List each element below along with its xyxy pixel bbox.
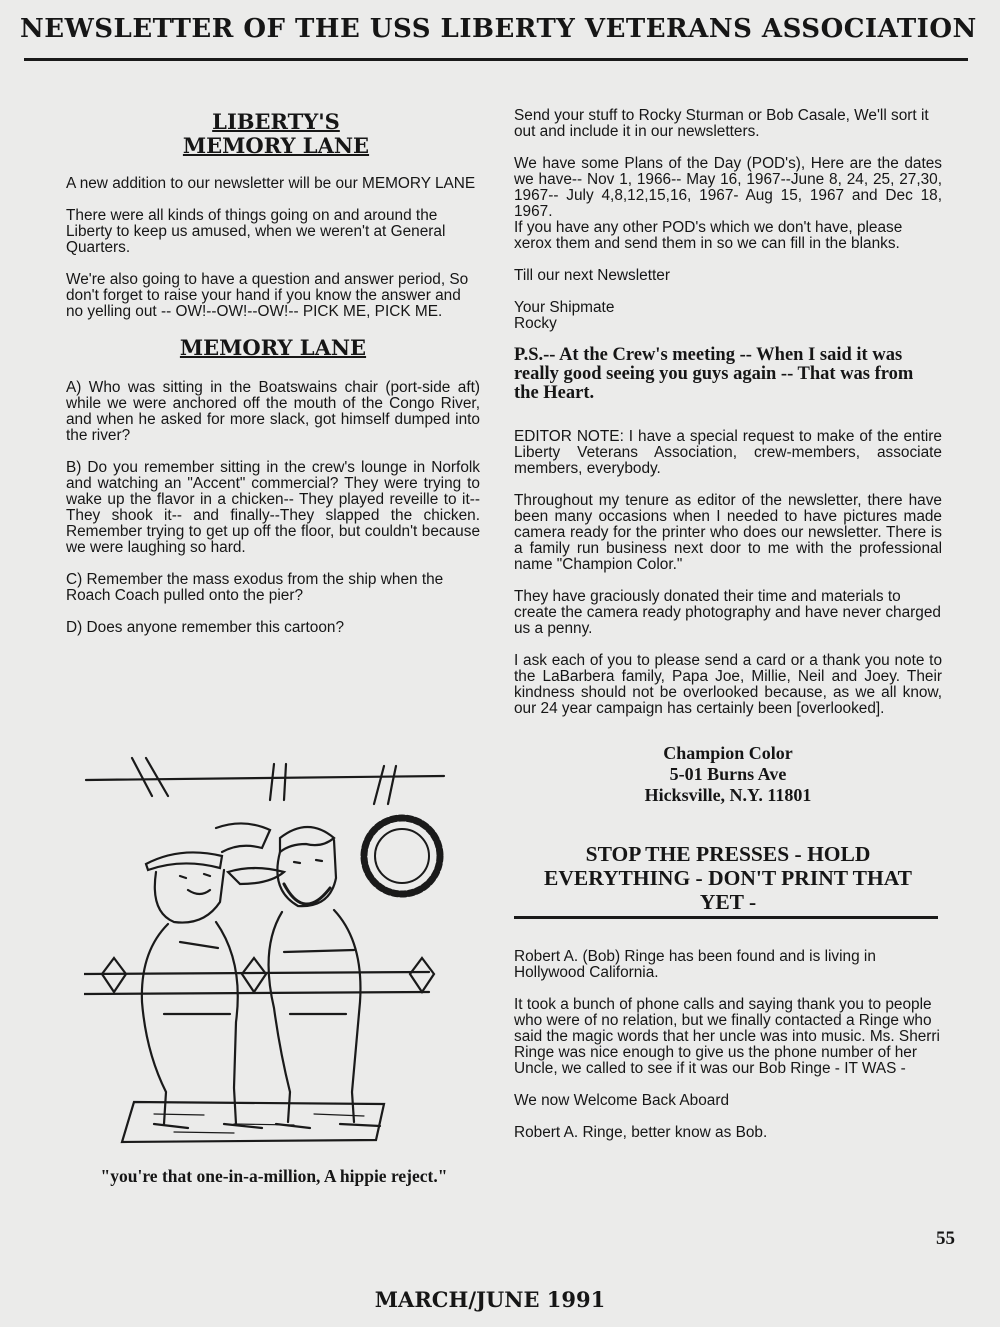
editor-paragraph: Throughout my tenure as editor of the newsletter, there have been many occasions when I needed to have pictures made camera ready for the printer who does our newsletter. There is a family run business next door to me with the professional name "Champion Color." <box>514 492 942 573</box>
heading-line-2: MEMORY LANE <box>182 133 370 158</box>
ringe-story-paragraph: It took a bunch of phone calls and saying thank you to people who were of no relation, but we finally contacted a Ringe who said the magic words that her uncle was into music. Ms. Sherri Ringe was nice enough to give us the phone number of her Uncle, we called to see if it was our Bob Ringe - IT WAS - <box>514 996 940 1077</box>
address-line: 5-01 Burns Ave <box>669 764 787 784</box>
welcome-back-line: We now Welcome Back Aboard <box>514 1092 730 1109</box>
address-line: Hicksville, N.Y. 11801 <box>644 785 812 805</box>
address-line: Champion Color <box>663 743 793 763</box>
heading-line-1: LIBERTY'S <box>212 109 340 134</box>
intro-paragraph: We're also going to have a question and answer period, So don't forget to raise your hand if you know the answer and no yelling out -- OW!--OW!--OW!-- PICK ME, PICK ME. <box>66 271 469 320</box>
memory-lane-subheading: MEMORY LANE <box>179 335 367 360</box>
stop-the-presses-heading: STOP THE PRESSES - HOLD EVERYTHING - DON'T PRINT THAT YET - <box>544 842 912 914</box>
pod-dates-paragraph: We have some Plans of the Day (POD's), Here are the dates we have-- Nov 1, 1966-- May 16, 1967--June 8, 24, 25, 27,30, 1967-- July 4,8,12,15,16, 1967- Aug 15, 1967 and Dec 18, 1967. <box>514 155 942 220</box>
submission-paragraph: Send your stuff to Rocky Sturman or Bob Casale, We'll sort it out and include it in our newsletters. <box>514 107 929 140</box>
signature-line: Your Shipmate Rocky <box>514 299 615 332</box>
cartoon-illustration <box>84 752 454 1152</box>
masthead-title: NEWSLETTER OF THE USS LIBERTY VETERANS ASSOCIATION <box>20 14 977 44</box>
pod-request-paragraph: If you have any other POD's which we don't have, please xerox them and send them in so we can fill in the blanks. <box>514 219 903 252</box>
masthead-rule <box>24 58 968 61</box>
closing-line: Till our next Newsletter <box>514 267 670 284</box>
editor-paragraph: I ask each of you to please send a card or a thank you note to the LaBarbera family, Papa Joe, Millie, Neil and Joey. Their kindness should not be overlooked because, as we all know, our 24 year campaign has certainly been [overlooked]. <box>514 652 942 717</box>
section-rule <box>514 916 938 919</box>
cartoon-caption: "you're that one-in-a-million, A hippie reject." <box>100 1166 448 1186</box>
ringe-name-line: Robert A. Ringe, better know as Bob. <box>514 1124 768 1141</box>
question-c: C) Remember the mass exodus from the ship when the Roach Coach pulled onto the pier? <box>66 571 444 604</box>
page-number: 55 <box>936 1228 955 1249</box>
left-column <box>66 110 480 652</box>
postscript: P.S.-- At the Crew's meeting -- When I said it was really good seeing you guys again -- That was from the Heart. <box>514 345 914 403</box>
question-a: A) Who was sitting in the Boatswains chair (port-side aft) while we were anchored off the mouth of the Congo River, and when he asked for more slack, got himself dumped into the river? <box>66 379 480 444</box>
editor-note: EDITOR NOTE: I have a special request to make of the entire Liberty Veterans Association, crew-members, associate members, everybody. <box>514 428 942 477</box>
champion-color-address <box>514 743 942 806</box>
intro-paragraph: A new addition to our newsletter will be our MEMORY LANE <box>66 175 476 192</box>
question-d: D) Does anyone remember this cartoon? <box>66 619 345 636</box>
issue-date-footer: MARCH/JUNE 1991 <box>374 1287 606 1312</box>
memory-lane-heading <box>166 110 386 158</box>
question-b: B) Do you remember sitting in the crew's lounge in Norfolk and watching an "Accent" commercial? They were trying to wake up the flavor in a chicken-- They played reveille to it-- They shook it-- and finally--They slapped the chicken. Remember trying to get up off the floor, but couldn't because we were laughing so hard. <box>66 459 480 556</box>
editor-paragraph: They have graciously donated their time and materials to create the camera ready photography and have never charged us a penny. <box>514 588 941 637</box>
right-column <box>514 108 942 1157</box>
intro-paragraph: There were all kinds of things going on and around the Liberty to keep us amused, when we weren't at General Quarters. <box>66 207 446 256</box>
ringe-found-paragraph: Robert A. (Bob) Ringe has been found and is living in Hollywood California. <box>514 948 876 981</box>
